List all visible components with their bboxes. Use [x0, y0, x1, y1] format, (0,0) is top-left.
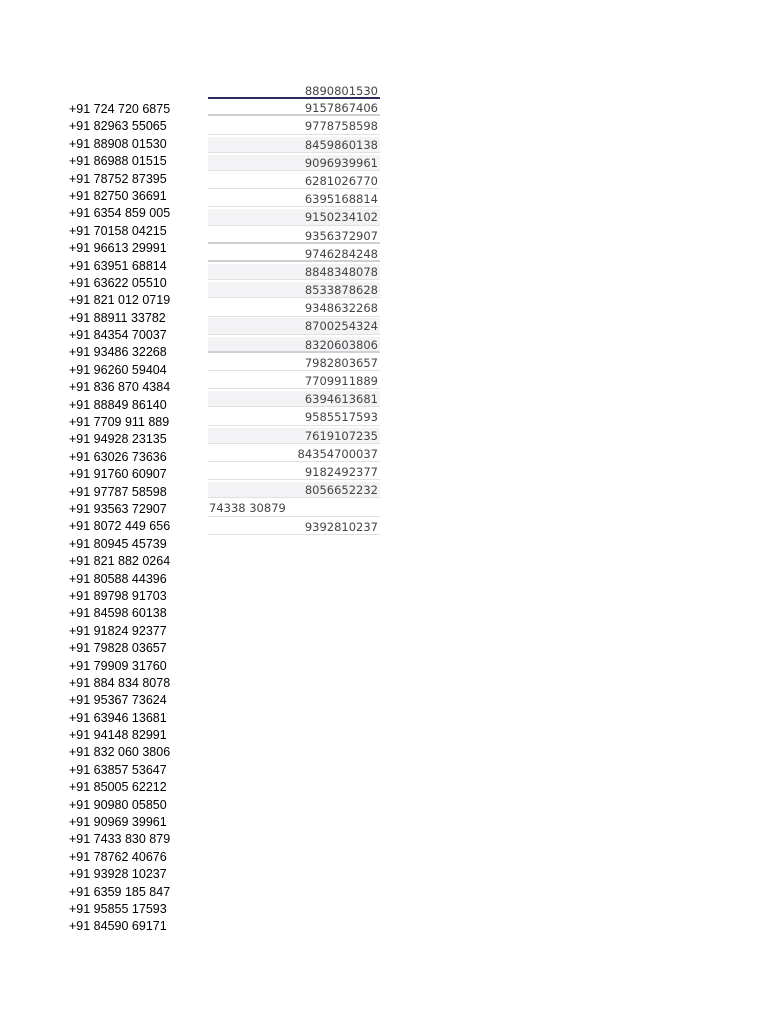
phone-number-left: +91 88849 86140	[69, 397, 167, 412]
phone-number-left: +91 97787 58598	[69, 484, 167, 499]
phone-number-right: 84354700037	[208, 446, 380, 462]
phone-number-left: +91 8072 449 656	[69, 519, 171, 534]
phone-number-left: +91 832 060 3806	[69, 745, 171, 760]
phone-number-left: +91 7709 911 889	[69, 415, 170, 430]
phone-number-left: +91 6354 859 005	[69, 206, 171, 221]
phone-number-left: +91 78752 87395	[69, 171, 167, 186]
phone-number-left: +91 63951 68814	[69, 258, 167, 273]
phone-number-left: +91 93486 32268	[69, 345, 167, 360]
phone-number-left: +91 91824 92377	[69, 623, 167, 638]
phone-number-left: +91 96613 29991	[69, 241, 167, 256]
phone-number-left: +91 63946 13681	[69, 710, 167, 725]
phone-number-left: +91 724 720 6875	[69, 102, 171, 116]
phone-number-right: 9392810237	[208, 519, 380, 535]
phone-number-left: +91 79909 31760	[69, 658, 167, 673]
phone-number-left: +91 836 870 4384	[69, 380, 171, 395]
phone-number-left: +91 63026 73636	[69, 449, 167, 464]
phone-number-left: +91 94928 23135	[69, 432, 167, 447]
phone-number-right: 6281026770	[208, 173, 380, 189]
phone-number-left: +91 6359 185 847	[69, 884, 171, 899]
phone-number-left: +91 63857 53647	[69, 762, 167, 777]
phone-number-left: +91 821 012 0719	[69, 293, 171, 308]
phone-list-right	[208, 83, 380, 537]
phone-number-left: +91 88911 33782	[69, 310, 166, 325]
phone-list-left	[69, 101, 199, 936]
phone-number-right: 9356372907	[208, 228, 380, 244]
phone-number-right: 7619107235	[208, 428, 380, 444]
phone-number-left: +91 85005 62212	[69, 780, 167, 795]
phone-number-left: +91 96260 59404	[69, 362, 167, 377]
phone-number-left: +91 94148 82991	[69, 728, 167, 743]
phone-number-right: 9585517593	[208, 409, 380, 425]
phone-number-right: 8056652232	[208, 482, 380, 498]
phone-number-left: +91 88908 01530	[69, 136, 167, 151]
phone-number-left: +91 821 882 0264	[69, 554, 171, 569]
phone-number-right: 8459860138	[208, 137, 380, 153]
phone-number-right: 8890801530	[208, 83, 380, 99]
phone-number-left: +91 63622 05510	[69, 275, 167, 290]
phone-number-right: 6394613681	[208, 391, 380, 407]
phone-number-left: +91 84354 70037	[69, 328, 167, 343]
phone-number-left: +91 89798 91703	[69, 588, 167, 603]
phone-number-left: +91 82963 55065	[69, 119, 167, 134]
phone-number-left: +91 91760 60907	[69, 467, 167, 482]
phone-number-right: 9746284248	[208, 246, 380, 262]
phone-number-left: +91 93928 10237	[69, 867, 167, 882]
phone-number-left: +91 78762 40676	[69, 849, 167, 864]
phone-number-right: 9182492377	[208, 464, 380, 480]
phone-number-right: 8700254324	[208, 318, 380, 334]
phone-number-left: +91 7433 830 879	[69, 832, 171, 847]
phone-number-right: 8533878628	[208, 282, 380, 298]
phone-number-left: +91 82750 36691	[69, 188, 167, 203]
phone-number-right: 9150234102	[208, 209, 380, 225]
phone-number-left: +91 93563 72907	[69, 501, 167, 516]
phone-number-right: 8320603806	[208, 337, 380, 353]
phone-number-right: 7709911889	[208, 373, 380, 389]
phone-number-right: 8848348078	[208, 264, 380, 280]
phone-number-left: +91 95855 17593	[69, 901, 167, 916]
phone-number-left: +91 80588 44396	[69, 571, 167, 586]
phone-number-left: +91 84598 60138	[69, 606, 167, 621]
phone-number-right: 6395168814	[208, 191, 380, 207]
phone-number-right: 74338 30879	[208, 500, 380, 516]
phone-number-left: +91 86988 01515	[69, 154, 167, 169]
phone-number-right: 9157867406	[208, 100, 380, 116]
phone-number-right: 7982803657	[208, 355, 380, 371]
phone-number-left: +91 884 834 8078	[69, 675, 171, 690]
phone-number-left: +91 80945 45739	[69, 536, 167, 551]
phone-number-right: 9778758598	[208, 118, 380, 134]
phone-number-left: +91 90969 39961	[69, 815, 167, 830]
phone-number-left: +91 95367 73624	[69, 693, 167, 708]
phone-number-left: +91 70158 04215	[69, 223, 167, 238]
phone-number-left: +91 79828 03657	[69, 641, 167, 656]
phone-number-right: 9348632268	[208, 300, 380, 316]
phone-number-left: +91 84590 69171	[69, 919, 167, 934]
phone-number-right: 9096939961	[208, 155, 380, 171]
phone-number-left: +91 90980 05850	[69, 797, 167, 812]
